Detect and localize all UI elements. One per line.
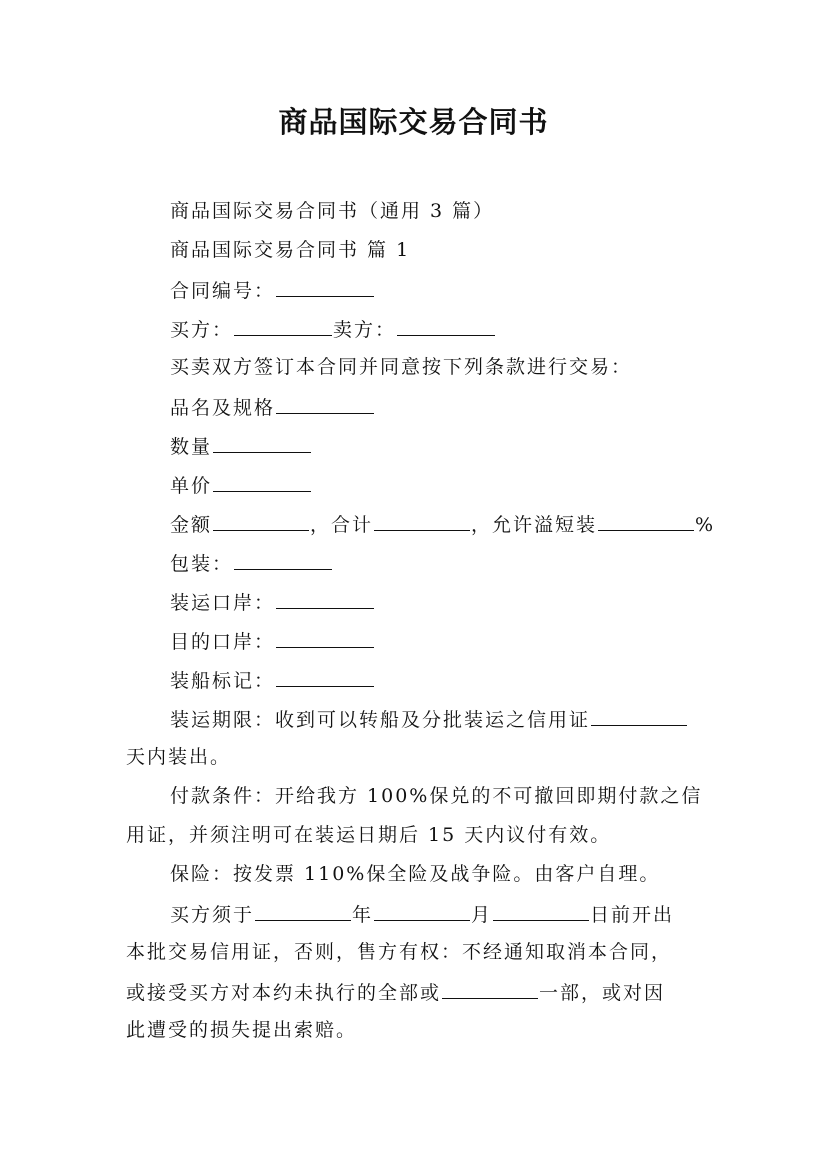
lc-year-label: 年 bbox=[352, 904, 374, 926]
shipment-days-blank bbox=[591, 705, 687, 726]
lc-month-label: 月 bbox=[471, 904, 493, 926]
contract-number-label: 合同编号： bbox=[170, 280, 276, 302]
product-blank bbox=[276, 393, 374, 414]
shipment-period-text: 装运期限：收到可以转船及分批装运之信用证 bbox=[170, 709, 591, 731]
percent-sign: % bbox=[695, 514, 716, 536]
unit-price-label: 单价 bbox=[170, 475, 213, 497]
loading-port-line bbox=[170, 588, 375, 616]
quantity-line bbox=[170, 432, 312, 460]
tolerance-label: ，允许溢短装 bbox=[471, 514, 598, 536]
destination-port-label: 目的口岸： bbox=[170, 631, 276, 653]
lc-line-2: 本批交易信用证，否则，售方有权：不经通知取消本合同， bbox=[126, 941, 673, 963]
tolerance-blank bbox=[598, 510, 694, 531]
lc-day-blank bbox=[493, 900, 589, 921]
seller-blank bbox=[397, 315, 495, 336]
payment-terms-continued: 用证，并须注明可在装运日期后 15 天内议付有效。 bbox=[126, 824, 612, 846]
product-line bbox=[170, 393, 375, 421]
total-blank bbox=[374, 510, 470, 531]
lc-prefix: 买方须于 bbox=[170, 904, 255, 926]
lc-line-4: 此遭受的损失提出索赔。 bbox=[126, 1019, 358, 1041]
amount-line bbox=[170, 510, 715, 538]
product-label: 品名及规格 bbox=[170, 397, 276, 419]
buyer-label: 买方： bbox=[170, 319, 234, 341]
lc-month-blank bbox=[374, 900, 470, 921]
contract-number-blank bbox=[276, 276, 374, 297]
lc-year-blank bbox=[255, 900, 351, 921]
lc-line-3-prefix: 或接受买方对本约未执行的全部或 bbox=[126, 982, 442, 1004]
total-label: ，合计 bbox=[310, 514, 374, 536]
shipping-mark-line bbox=[170, 666, 375, 694]
intro-paragraph: 买卖双方签订本合同并同意按下列条款进行交易： bbox=[170, 356, 633, 378]
lc-line-3 bbox=[126, 978, 665, 1006]
shipping-mark-label: 装船标记： bbox=[170, 670, 276, 692]
unit-price-blank bbox=[213, 471, 311, 492]
loading-port-label: 装运口岸： bbox=[170, 592, 276, 614]
payment-terms-line: 付款条件：开给我方 100%保兑的不可撤回即期付款之信 bbox=[170, 785, 703, 807]
lc-portion-blank bbox=[442, 978, 538, 999]
part-heading: 商品国际交易合同书 篇 1 bbox=[170, 239, 411, 261]
packing-line bbox=[170, 549, 333, 577]
shipment-period-continued: 天内装出。 bbox=[126, 746, 232, 768]
shipping-mark-blank bbox=[276, 666, 374, 687]
destination-port-line bbox=[170, 627, 375, 655]
loading-port-blank bbox=[276, 588, 374, 609]
buyer-blank bbox=[234, 315, 332, 336]
lc-deadline-line bbox=[170, 900, 674, 928]
destination-port-blank bbox=[276, 627, 374, 648]
packing-label: 包装： bbox=[170, 553, 234, 575]
insurance-line: 保险：按发票 110%保全险及战争险。由客户自理。 bbox=[170, 863, 661, 885]
shipment-period-line bbox=[170, 705, 688, 733]
amount-label: 金额 bbox=[170, 514, 213, 536]
quantity-blank bbox=[213, 432, 311, 453]
seller-label: 卖方： bbox=[333, 319, 397, 341]
parties-line bbox=[170, 315, 496, 343]
document-subtitle: 商品国际交易合同书（通用 3 篇） bbox=[170, 200, 495, 222]
document-title: 商品国际交易合同书 bbox=[278, 105, 549, 139]
unit-price-line bbox=[170, 471, 312, 499]
packing-blank bbox=[234, 549, 332, 570]
lc-line-3-suffix: 一部，或对因 bbox=[539, 982, 666, 1004]
contract-number-line bbox=[170, 276, 375, 304]
amount-blank bbox=[213, 510, 309, 531]
lc-day-suffix: 日前开出 bbox=[590, 904, 675, 926]
quantity-label: 数量 bbox=[170, 436, 213, 458]
